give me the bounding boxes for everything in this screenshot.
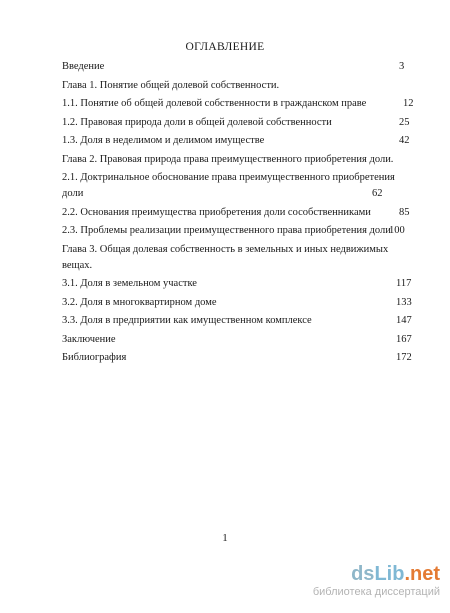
toc-entry-title: 3.2. Доля в многоквартирном доме	[62, 297, 217, 308]
toc-entry-title: Глава 2. Правовая природа права преимущественного приобретения доли.	[62, 154, 394, 165]
logo-tagline: библиотека диссертаций	[312, 586, 440, 598]
logo-brand	[250, 563, 440, 585]
toc-entry-page: 62	[372, 188, 383, 199]
toc-entry-title: 3.1. Доля в земельном участке	[62, 278, 197, 289]
toc-entry-title: доли	[62, 188, 84, 199]
toc-entry-title: 1.3. Доля в неделимом и делимом имуществе	[62, 135, 265, 146]
dslib-logo	[250, 563, 440, 599]
toc-entry-title: 2.2. Основания преимущества приобретения доли сособственниками	[62, 207, 371, 218]
toc-entry-title: 1.1. Понятие об общей долевой собственности в гражданском праве	[62, 98, 367, 109]
toc-entry-title: Заключение	[62, 334, 116, 345]
logo-net: .net	[404, 563, 440, 585]
toc-entry-page: 85	[399, 207, 410, 218]
toc-title: ОГЛАВЛЕНИЕ	[185, 41, 265, 53]
logo-ds: ds	[351, 563, 375, 585]
page-number: 1	[222, 532, 228, 544]
toc-entry-title: 3.3. Доля в предприятии как имущественном комплексе	[62, 315, 312, 326]
toc-entry-title: Глава 3. Общая долевая собственность в земельных и иных недвижимых	[62, 244, 389, 255]
toc-entry-page: 100	[389, 225, 405, 236]
logo-lib: Lib	[374, 563, 405, 585]
toc-entry-page: 147	[396, 315, 412, 326]
toc-entry-title: Библиография	[62, 352, 127, 363]
toc-entry-title: Введение	[62, 61, 105, 72]
toc-entry-page: 25	[399, 117, 410, 128]
toc-entry-page: 12	[403, 98, 414, 109]
toc-entry-title: 2.1. Доктринальное обоснование права преимущественного приобретения	[62, 172, 395, 183]
toc-entry-title: 2.3. Проблемы реализации преимущественного права приобретения доли	[62, 225, 391, 236]
toc-entry-page: 172	[396, 352, 412, 363]
toc-entry-title: вещах.	[62, 260, 93, 271]
toc-entry-page: 167	[396, 334, 412, 345]
toc-entry-title: Глава 1. Понятие общей долевой собственности.	[62, 80, 280, 91]
toc-entry-page: 3	[399, 61, 405, 72]
toc-entry-page: 42	[399, 135, 410, 146]
toc-entry-page: 133	[396, 297, 412, 308]
toc-entry-page: 117	[396, 278, 412, 289]
toc-entry-title: 1.2. Правовая природа доли в общей долевой собственности	[62, 117, 332, 128]
